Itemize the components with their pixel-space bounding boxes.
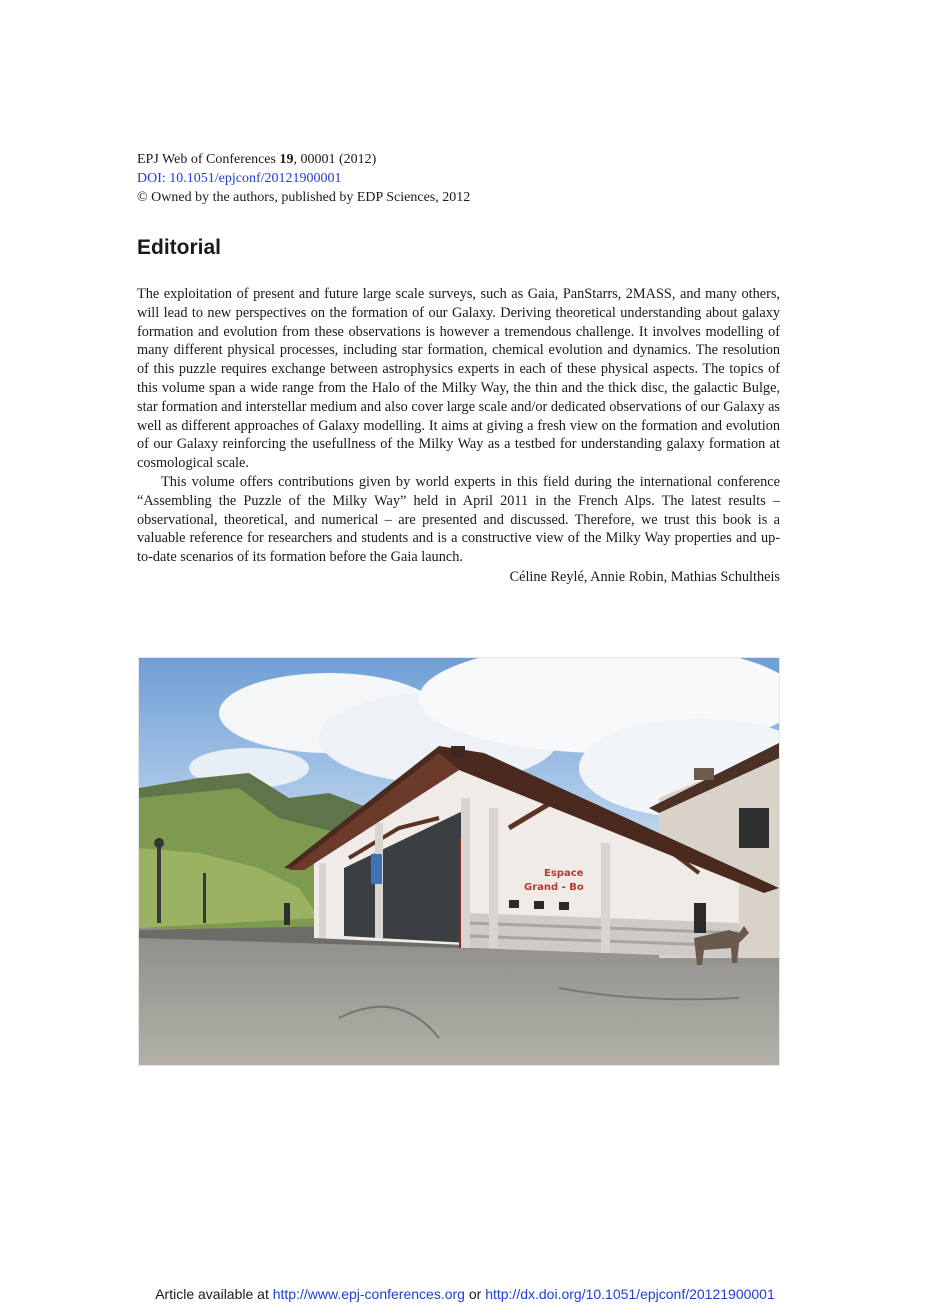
page-title: Editorial [137, 236, 222, 259]
editorial-body [137, 285, 780, 587]
journal-line [137, 150, 470, 169]
journal-name: EPJ Web of Conferences [137, 152, 280, 167]
author-list: Céline Reylé, Annie Robin, Mathias Schultheis [509, 568, 780, 585]
copyright-line: © Owned by the authors, published by EDP Sciences, 2012 [137, 190, 471, 205]
footer [0, 1286, 930, 1302]
volume-number: 19 [279, 152, 294, 167]
footer-prefix: Article available at [155, 1286, 273, 1302]
footer-or: or [464, 1286, 486, 1302]
doi-link[interactable]: DOI: 10.1051/epjconf/20121900001 [137, 171, 342, 186]
conference-venue-photo [138, 657, 780, 1066]
paragraph-2: This volume offers contributions given by world experts in this field during the international conference “Assembling the Puzzle of the Milky Way” held in April 2011 in the French Alps. The latest results – observational, theoretical, and numerical – are presented and discussed. Therefore, we trust this book is a valuable reference for researchers and students and is a constructive view of the Milky Way properties and up-to-date scenarios of its formation before the Gaia launch. [137, 473, 780, 566]
paragraph-1: The exploitation of present and future large scale surveys, such as Gaia, PanStarrs, 2MASS, and many others, will lead to new perspectives on the formation of our Galaxy. Deriving theoretical understanding about galaxy formation and evolution from these observations is however a tremendous challenge. It involves modelling of many different physical processes, including star formation, chemical evolution and dynamics. The resolution of this puzzle requires exchange between astrophysics experts in each of these physical aspects. The topics of this volume span a wide range from the Halo of the Milky Way, the thin and the thick disc, the galactic Bulge, star formation and interstellar medium and also cover large scale and/or dedicated observations of our Galaxy as well as different approaches of Galaxy modelling. It aims at giving a fresh view on the formation and evolution of our Galaxy reinforcing the usefullness of the Milky Way as a testbed for understanding galaxy formation at cosmological scale. [137, 286, 780, 472]
sign-text-line2: Grand - Bo [524, 882, 584, 893]
citation-header [137, 150, 470, 207]
sign-text-line1: Espace [544, 868, 584, 879]
epj-conferences-link[interactable]: http://www.epj-conferences.org [272, 1286, 465, 1302]
article-info: , 00001 (2012) [293, 152, 377, 167]
doi-url-link[interactable]: http://dx.doi.org/10.1051/epjconf/20121900001 [485, 1286, 775, 1302]
